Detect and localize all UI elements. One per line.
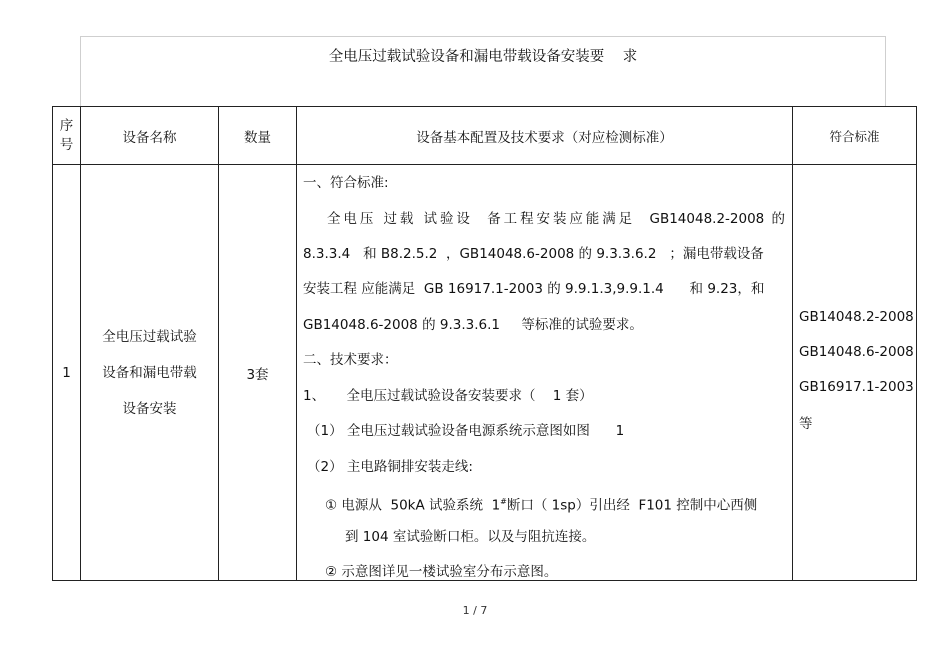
row-standards	[793, 165, 917, 581]
req-line: （2） 主电路铜排安装走线:	[307, 459, 473, 475]
page-number: 1 / 7	[462, 604, 488, 617]
std-line: GB14048.6-2008	[799, 344, 914, 360]
std-line: 等	[799, 416, 813, 432]
header-name: 设备名称	[81, 107, 219, 165]
document-title: 全电压过载试验设备和漏电带载设备安装要 求	[328, 49, 638, 65]
table-header-row	[53, 107, 917, 165]
row-name: 全电压过载试验 设备和漏电带载 设备安装	[81, 165, 219, 581]
req-line: 8.3.3.4 和 B8.2.5.2 ，GB14048.6-2008 的 9.3.3.6.2 ；漏电带载设备	[303, 246, 764, 262]
req-line: 全电压 过载 试验设 备工程安装应能满足 GB14048.2-2008 的	[327, 211, 785, 227]
table-row	[53, 165, 917, 581]
req-line: 到 104 室试验断口柜。以及与阻抗连接。	[345, 529, 596, 545]
req-line: 一、符合标准:	[303, 175, 389, 191]
title-box	[80, 36, 886, 106]
req-line: ② 示意图详见一楼试验室分布示意图。	[325, 564, 558, 580]
row-requirements	[297, 165, 793, 581]
header-no: 序 号	[53, 107, 81, 165]
std-line: GB14048.2-2008	[799, 309, 914, 325]
equipment-table	[52, 106, 917, 581]
req-line: GB14048.6-2008 的 9.3.3.6.1 等标准的试验要求。	[303, 317, 643, 333]
req-line: ① 电源从 50kA 试验系统 1#断口（ 1sp）引出经 F101 控制中心西侧	[325, 497, 758, 514]
header-req: 设备基本配置及技术要求（对应检测标准）	[297, 107, 793, 165]
std-line: GB16917.1-2003	[799, 379, 914, 395]
header-qty: 数量	[219, 107, 297, 165]
req-line: 1、 全电压过载试验设备安装要求（ 1 套）	[303, 388, 593, 404]
req-line: 二、技术要求：	[303, 352, 398, 368]
req-line: （1） 全电压过载试验设备电源系统示意图如图 1	[307, 423, 625, 439]
row-qty: 3套	[219, 165, 297, 581]
req-line: 安装工程 应能满足 GB 16917.1-2003 的 9.9.1.3,9.9.1.4 和 9.23，和	[303, 281, 765, 297]
header-std: 符合标准	[793, 107, 917, 165]
row-no: 1	[53, 165, 81, 581]
